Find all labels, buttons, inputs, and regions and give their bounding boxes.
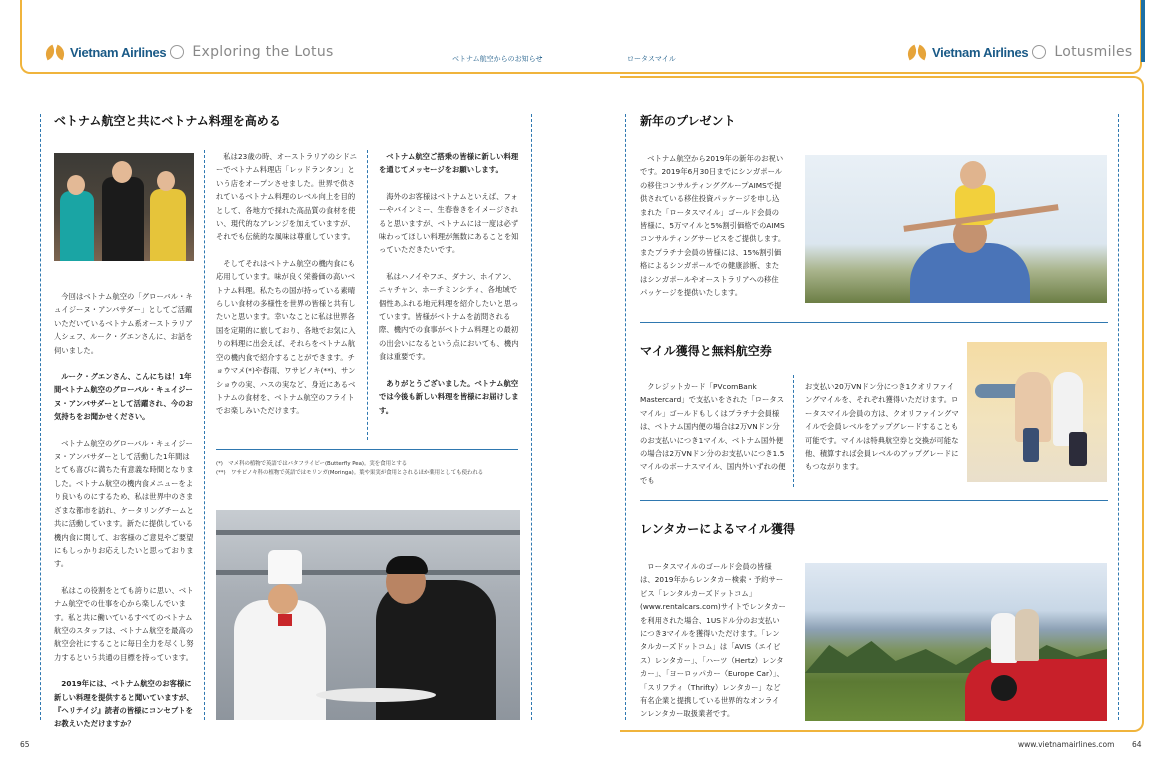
section-text-miles-b: [805, 380, 959, 487]
column-rule: [625, 114, 626, 720]
page-number-right: 64: [1132, 740, 1142, 749]
skyteam-icon: [1032, 45, 1046, 59]
column-rule: [1118, 114, 1119, 720]
column-rule: [204, 150, 205, 720]
interview-question: ルーク・グエンさん、こんにちは！1年間ベトナム航空のグローバル・キュイジーヌ・アンバサダーとして活躍され、今のお気持ちをお聞かせください。: [54, 372, 193, 422]
paragraph: 私はハノイやフエ、ダナン、ホイアン、ニャチャン、ホーチミンシティ、各地域で個性あふれる地元料理を紹介したいと思っています。皆様がベトナムを訪問される際、機内での食事がベトナム料理との最初の出会いになるという点においても、機内食は重要です。: [379, 271, 519, 362]
brand-name: Vietnam Airlines: [70, 44, 167, 60]
travel-couple-photo: [967, 342, 1107, 482]
section-title-new-year: 新年のプレゼント: [640, 114, 736, 128]
article-title: ベトナム航空と共にベトナム料理を高める: [54, 114, 281, 128]
paragraph: 今回はベトナム航空の「グローバル・キュイジーヌ・アンバサダー」としてご活躍いただいているベトナム系オーストラリア人シェフ、ルーク・グエンさんに、お話を伺いました。: [54, 292, 193, 355]
chefs-photo: [216, 510, 520, 720]
article-column-3: [379, 150, 522, 430]
paragraph: ベトナム航空のグローバル・キュイジーヌ・アンバサダーとして活動した1年間はとても喜びに満ちた有意義な時間となりました。ベトナム航空の機内食メニューをより良いものにするため、私は世界中のさまざまな都市を訪れ、ケータリングチームと共に活動しています。新たに提供している機内食に関して、お客様のご意見やご要望にもしっかりお応えしたいと思っております。: [54, 438, 194, 569]
section-rule: [640, 322, 1108, 323]
section-title-miles: マイル獲得と無料航空券: [640, 344, 772, 358]
section-text-rental: [640, 560, 786, 734]
footnote-rule: [216, 449, 518, 450]
interview-question: ありがとうございました。ベトナム航空では今後も新しい料理を皆様にお届けします。: [379, 378, 519, 415]
section-text-miles-a: [640, 380, 786, 500]
skyteam-icon: [170, 45, 184, 59]
header-frame: [20, 0, 1142, 74]
father-son-photo: [805, 155, 1107, 303]
paragraph: クレジットカード「PVcomBank Mastercard」で支払いをされた「ロータスマイル」ゴールドもしくはプラチナ会員様は、ベトナム国内便の場合は2万VNドン分のお支払いにつき1マイル、ベトナム国外便の場合は2万VNドン分のお支払いにつき1.5マイルのボーナスマイル、国内外いずれの便でも: [640, 382, 786, 485]
column-rule: [793, 375, 794, 487]
vietnam-airlines-logo-left: [44, 44, 334, 60]
header-link-lotusmiles[interactable]: ロータスマイル: [627, 55, 676, 63]
page-number-left: 65: [20, 740, 30, 749]
interview-question: 2019年には、ベトナム航空のお客様に新しい料理を提供すると聞いていますが、『ヘリテイジ』読者の皆様にコンセプトをお教えいただけますか？: [54, 679, 194, 729]
footnote: (**) ワサビノキ科の植物で英語ではモリンガ(Moringa)。葉や果実が食用とされるほか薬用としても使われる: [216, 470, 484, 476]
paragraph: そしてそれはベトナム航空の機内食にも応用しています。味が良く栄養価の高いベトナム料理。私たちの国が持っている素晴らしい食材の多様性を世界の皆様と共有したいと思います。幸いなことに私は世界各国を定期的に旅しており、各地でお気に入りの料理に出会えば、それらをベトナム航空の機内食で紹介することができます。チョウマメ(*)や春雨、ワサビノキ(**)、サンショウの実、ハスの実など、身近にあるベトナムの食材を、ベトナム航空のフライトでお楽しみいただけます。: [216, 258, 356, 416]
section-title-rental: レンタカーによるマイル獲得: [640, 522, 795, 536]
section-text-new-year: [640, 152, 786, 312]
brand-name: Vietnam Airlines: [932, 44, 1029, 60]
footer-url[interactable]: www.vietnamairlines.com: [1018, 740, 1115, 749]
convertible-car-photo: [805, 563, 1107, 721]
paragraph: お支払い20万VNドン分につき1クオリファイングマイルを、それぞれ獲得いただけます。ロータスマイル会員の方は、クオリファイングマイルで会員レベルをアップグレードすることも可能です。マイルは特典航空券と交換が可能な他、積算すれば会員レベルのアップグレードにもつながります。: [805, 382, 959, 472]
magazine-tagline: Exploring the Lotus: [192, 44, 334, 60]
footnotes: [216, 460, 518, 478]
article-column-2: [216, 150, 359, 431]
header-link-news[interactable]: ベトナム航空からのお知らせ: [452, 55, 543, 63]
footnote: (*) マメ科の植物で英語ではバタフライピー(Butterfly Pea)。実を食用とする: [216, 461, 408, 467]
paragraph: 私は23歳の時、オーストラリアのシドニーでベトナム料理店「レッドランタン」という店をオープンさせました。世界で供されているベトナム料理のレベル向上を目的として、各地方で採れた高品質の食材を使い、現代的なアレンジを加えていますが、それでも伝統的な風味は尊重しています。: [216, 152, 357, 242]
paragraph: 海外のお客様はベトナムといえば、フォーやバインミー、生春巻きをイメージされると思いますが、ベトナムには一度は必ず味わってほしい料理が無数にあることを知っていただきたいです。: [379, 191, 519, 255]
lotus-icon: [906, 45, 928, 59]
header-accent-bar: [1141, 0, 1145, 62]
interview-question: ベトナム航空ご搭乗の皆様に新しい料理を通じてメッセージをお願いします。: [379, 152, 519, 175]
section-tagline: Lotusmiles: [1054, 44, 1133, 60]
crew-photo: [54, 153, 194, 261]
paragraph: 私はこの役割をとても誇りに思い、ベトナム航空での仕事を心から楽しんでいます。私と共に働いているすべてのベトナム航空のスタッフは、ベトナム航空を最高の航空会社にすることに毎日全力を尽くし努力するという共通の目標を持っています。: [54, 585, 194, 662]
column-rule: [531, 114, 532, 720]
paragraph: ベトナム航空から2019年の新年のお祝いです。2019年6月30日までにシンガポールの移住コンサルティンググループAIMSで提供されている移住投資パッケージを申し込まれた「ロータスマイル」ゴールド会員の皆様に、5万マイルと5%割引価格でのAIMSコンサルティングサービスをご提供します。またプラチナ会員の皆様には、15%割引価格によるシンガポールでの健康診断、またはシンガポールやオーストラリアへの移住パッケージを提供いたします。: [640, 154, 786, 298]
vietnam-airlines-logo-right: [906, 44, 1132, 60]
lotus-icon: [44, 45, 66, 59]
article-column-1: [54, 290, 194, 744]
column-rule: [367, 150, 368, 440]
paragraph: ロータスマイルのゴールド会員の皆様は、2019年からレンタカー検索・予約サービス「レンタルカーズドットコム」(www.rentalcars.com)サイトでレンタカーを利用された場合、1USドル分のお支払いにつき3マイルを獲得いただけます。「レンタルカーズドットコム」は「AVIS（エイビス）レンタカー」、「ハーツ（Hertz）レンタカー」、「ヨーロッパカー（Europe Car）」、「スリフティ（Thrifty）レンタカー」など有名企業と提携している世界的なオンラインレンタカー取扱業者です。: [640, 562, 786, 719]
column-rule: [40, 114, 41, 720]
